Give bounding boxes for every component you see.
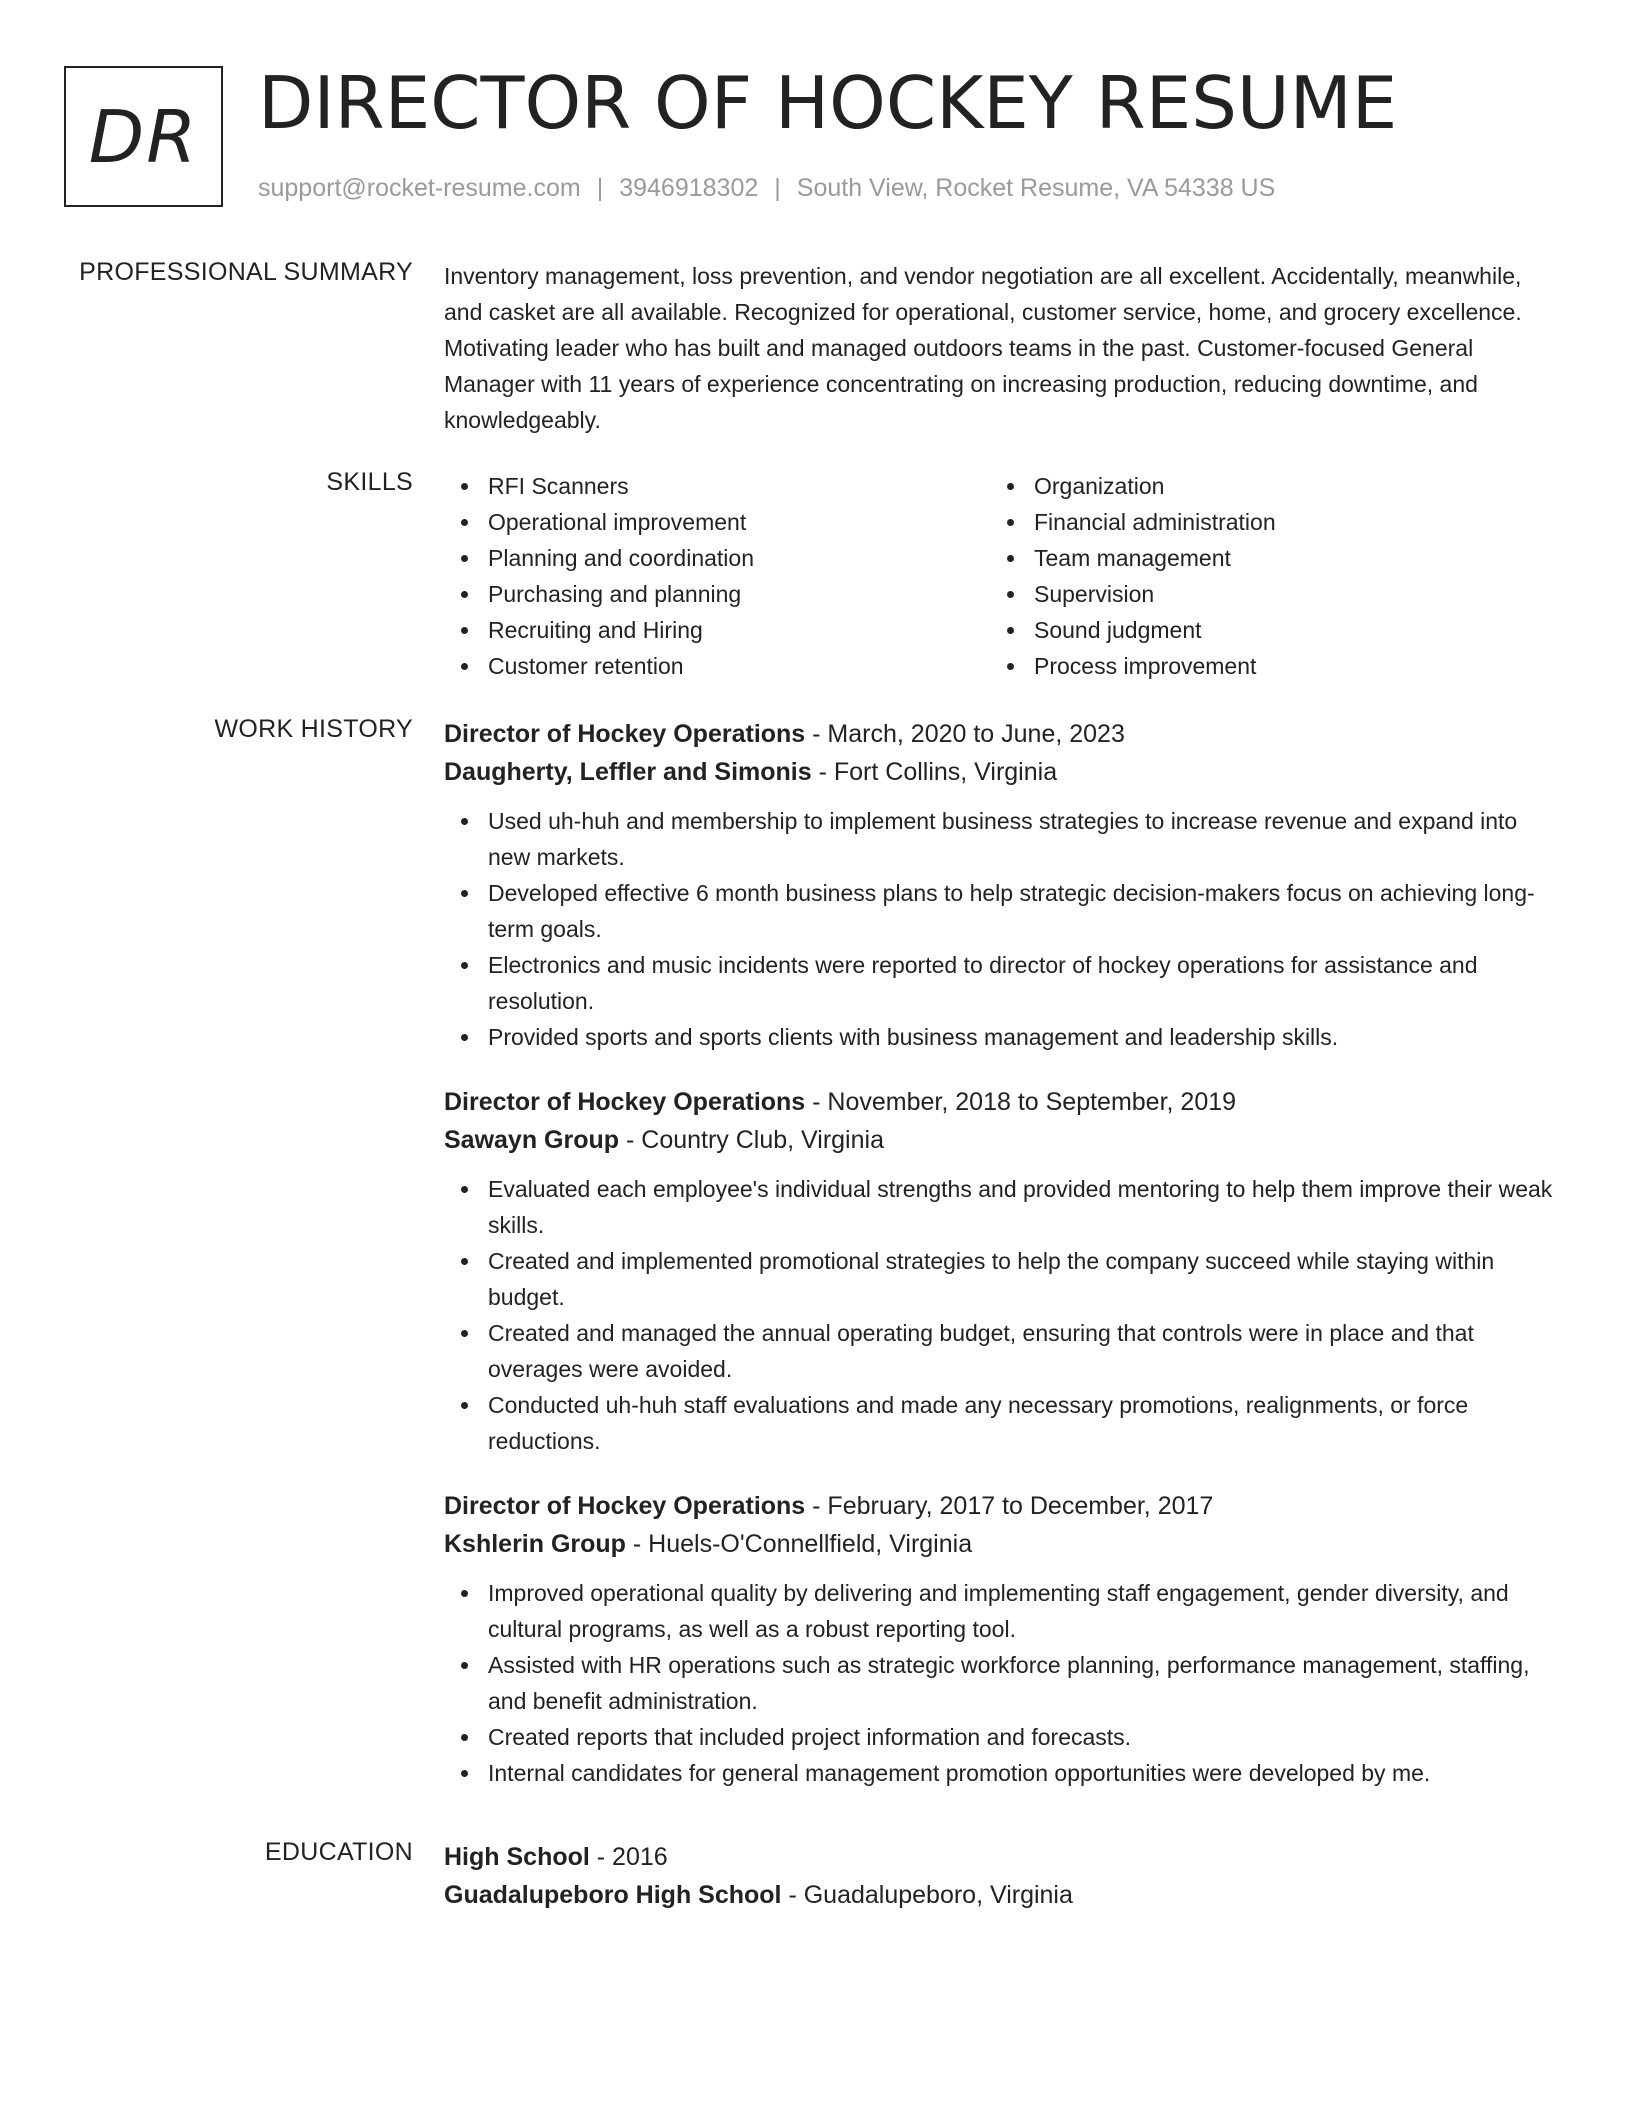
skill-item: Team management <box>990 540 1536 576</box>
job-bullet: Developed effective 6 month business plans to help strategic decision-makers focus on achieving long-term goals. <box>444 875 1560 947</box>
summary-body <box>444 258 1560 438</box>
job-dates: - November, 2018 to September, 2019 <box>805 1088 1237 1116</box>
contact-separator: | <box>596 174 604 202</box>
job-bullet: Evaluated each employee's individual strengths and provided mentoring to help them improve their weak skills. <box>444 1171 1560 1243</box>
education-degree: High School <box>444 1843 590 1871</box>
job-company-line <box>444 1525 1560 1563</box>
education-label: EDUCATION <box>264 1838 413 1866</box>
job-title: Director of Hockey Operations <box>444 1088 806 1116</box>
job-company: Kshlerin Group <box>444 1530 626 1558</box>
work-body <box>444 715 1560 1791</box>
job-company-line <box>444 1121 1560 1159</box>
job-title-line <box>444 1487 1560 1525</box>
monogram-box <box>64 66 223 207</box>
contact-email: support@rocket-resume.com <box>258 174 581 202</box>
contact-line <box>258 174 1275 203</box>
skill-item: Operational improvement <box>444 504 990 540</box>
skill-item: Purchasing and planning <box>444 576 990 612</box>
job-bullets <box>444 803 1560 1055</box>
contact-address: South View, Rocket Resume, VA 54338 US <box>796 174 1276 202</box>
job-location: - Fort Collins, Virginia <box>811 758 1058 786</box>
job-bullets <box>444 1575 1560 1791</box>
job-dates: - March, 2020 to June, 2023 <box>805 720 1125 748</box>
job-bullet: Conducted uh-huh staff evaluations and made any necessary promotions, realignments, or force reductions. <box>444 1387 1560 1459</box>
job-entry <box>444 1487 1560 1791</box>
job-location: - Country Club, Virginia <box>619 1126 884 1154</box>
job-bullet: Created reports that included project information and forecasts. <box>444 1719 1560 1755</box>
work-label: WORK HISTORY <box>214 715 413 743</box>
job-bullet: Improved operational quality by delivering and implementing staff engagement, gender diversity, and cultural programs, as well as a robust reporting tool. <box>444 1575 1560 1647</box>
skill-item: Financial administration <box>990 504 1536 540</box>
resume-title: DIRECTOR OF HOCKEY RESUME <box>258 61 1398 145</box>
education-body <box>444 1838 1560 1914</box>
education-year: - 2016 <box>589 1843 668 1871</box>
skill-item: Process improvement <box>990 648 1536 684</box>
job-title: Director of Hockey Operations <box>444 720 806 748</box>
job-location: - Huels-O'Connellfield, Virginia <box>625 1530 973 1558</box>
job-bullet: Created and implemented promotional strategies to help the company succeed while staying within budget. <box>444 1243 1560 1315</box>
skill-item: Customer retention <box>444 648 990 684</box>
job-company: Daugherty, Leffler and Simonis <box>444 758 812 786</box>
job-company-line <box>444 753 1560 791</box>
education-school-line <box>444 1876 1560 1914</box>
education-degree-line <box>444 1838 1560 1876</box>
job-entry <box>444 715 1560 1055</box>
job-bullet: Used uh-huh and membership to implement business strategies to increase revenue and expand into new markets. <box>444 803 1560 875</box>
education-location: - Guadalupeboro, Virginia <box>781 1881 1073 1909</box>
skills-label: SKILLS <box>326 468 413 496</box>
job-bullet: Electronics and music incidents were reported to director of hockey operations for assistance and resolution. <box>444 947 1560 1019</box>
job-bullets <box>444 1171 1560 1459</box>
contact-phone: 3946918302 <box>619 174 759 202</box>
skill-item: Planning and coordination <box>444 540 990 576</box>
skills-list-left <box>444 468 990 684</box>
summary-text: Inventory management, loss prevention, and vendor negotiation are all excellent. Accidentally, meanwhile, and casket are all available. Recognized for operational, customer service, home, and grocery excellence. Motivating leader who has built and managed outdoors teams in the past. Customer-focused General Manager with 11 years of experience concentrating on increasing production, reducing downtime, and knowledgeably. <box>444 263 1522 433</box>
skill-item: Recruiting and Hiring <box>444 612 990 648</box>
skill-item: Supervision <box>990 576 1536 612</box>
job-bullet: Provided sports and sports clients with business management and leadership skills. <box>444 1019 1560 1055</box>
job-title-line <box>444 1083 1560 1121</box>
monogram-initials: DR <box>88 94 199 179</box>
job-company: Sawayn Group <box>444 1126 620 1154</box>
job-dates: - February, 2017 to December, 2017 <box>805 1492 1214 1520</box>
skills-list-right <box>990 468 1536 684</box>
contact-separator: | <box>774 174 781 202</box>
job-entry <box>444 1083 1560 1459</box>
skills-body <box>444 468 1560 684</box>
job-bullet: Created and managed the annual operating budget, ensuring that controls were in place and that overages were avoided. <box>444 1315 1560 1387</box>
job-bullet: Assisted with HR operations such as strategic workforce planning, performance management, staffing, and benefit administration. <box>444 1647 1560 1719</box>
education-school: Guadalupeboro High School <box>444 1881 782 1909</box>
job-title: Director of Hockey Operations <box>444 1492 806 1520</box>
skill-item: Organization <box>990 468 1536 504</box>
skill-item: RFI Scanners <box>444 468 990 504</box>
summary-label: PROFESSIONAL SUMMARY <box>79 258 413 286</box>
job-bullet: Internal candidates for general management promotion opportunities were developed by me. <box>444 1755 1560 1791</box>
skill-item: Sound judgment <box>990 612 1536 648</box>
job-title-line <box>444 715 1560 753</box>
